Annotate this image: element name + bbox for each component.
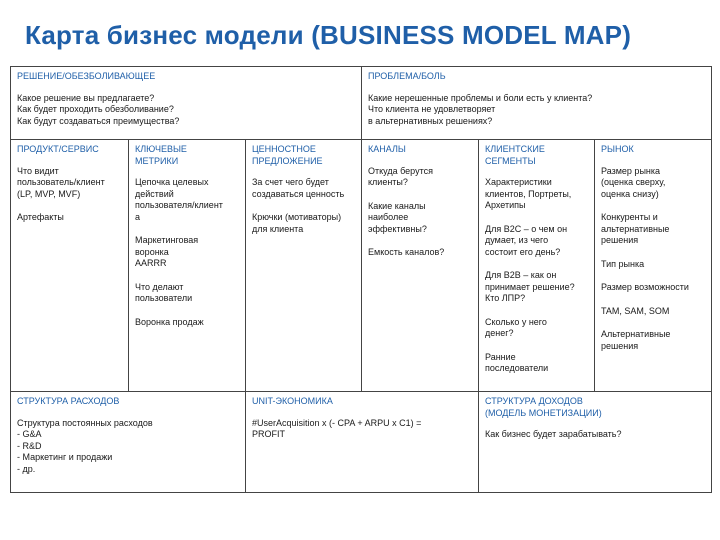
segments-cell: [478, 139, 595, 392]
metrics-what-users-do: Что делают пользователи: [135, 281, 193, 303]
segments-b2c: Для B2C – о чем он думает, из чего состоит его день?: [485, 223, 568, 257]
problem-header: ПРОБЛЕМА/БОЛЬ: [368, 71, 446, 81]
problem-cell: [361, 66, 712, 140]
unit-economics-cell: [245, 391, 479, 493]
channels-capacity: Емкость каналов?: [368, 247, 445, 257]
costs-header: СТРУКТУРА РАСХОДОВ: [17, 396, 120, 406]
value-header: ЦЕННОСТНОЕ ПРЕДЛОЖЕНИЕ: [252, 144, 323, 166]
revenue-text: Как бизнес будет зарабатывать?: [485, 429, 622, 439]
solution-text: Какое решение вы предлагаете? Как будет проходить обезболивание? Как будут создаваться преимущества?: [17, 92, 180, 126]
market-tam-sam-som: TAM, SAM, SOM: [601, 305, 670, 316]
segments-early-adopters: Ранние последователи: [485, 351, 549, 373]
metrics-sales-funnel: Воронка продаж: [135, 316, 204, 327]
market-header: РЫНОК: [601, 144, 634, 154]
value-cell: [245, 139, 362, 392]
product-artifacts: Артефакты: [17, 212, 64, 222]
market-size: Размер рынка (оценка сверху, оценка снизу): [601, 165, 666, 199]
problem-text: Какие нерешенные проблемы и боли есть у клиента? Что клиента не удовлетворяет в альтернативных решениях?: [368, 92, 593, 126]
product-what-user-sees: Что видит пользователь/клиент (LP, MVP, MVF): [17, 165, 105, 199]
costs-text: Структура постоянных расходов - G&A - R&D - Маркетинг и продажи - др.: [17, 417, 153, 474]
revenue-header: СТРУКТУРА ДОХОДОВ (МОДЕЛЬ МОНЕТИЗАЦИИ): [485, 396, 602, 418]
solution-cell: [10, 66, 362, 140]
channels-header: КАНАЛЫ: [368, 144, 406, 154]
costs-cell: [10, 391, 246, 493]
market-competitors: Конкуренты и альтернативные решения: [601, 212, 670, 245]
metrics-funnel: Маркетинговая воронка AARRR: [135, 235, 199, 268]
segments-money: Сколько у него денег?: [485, 316, 547, 338]
page-title: Карта бизнес модели (BUSINESS MODEL MAP): [25, 20, 632, 50]
channels-cell: [361, 139, 479, 392]
segments-b2b: Для B2B – как он принимает решение? Кто ЛПР?: [485, 270, 575, 303]
market-cell: [594, 139, 712, 392]
value-creation: За счет чего будет создаваться ценность: [252, 177, 345, 199]
value-hooks: Крючки (мотиваторы) для клиента: [252, 212, 342, 234]
product-header: ПРОДУКТ/СЕРВИС: [17, 144, 99, 154]
metrics-header: КЛЮЧЕВЫЕ МЕТРИКИ: [135, 144, 187, 166]
market-opportunity: Размер возможности: [601, 282, 689, 292]
market-alternatives: Альтернативные решения: [601, 329, 671, 351]
market-type: Тип рынка: [601, 258, 645, 269]
channels-effective: Какие каналы наиболее эффективны?: [368, 200, 427, 234]
metrics-action-chain: Цепочка целевых действий пользователя/клиент а: [135, 177, 223, 222]
channels-source: Откуда берутся клиенты?: [368, 165, 433, 187]
revenue-cell: [478, 391, 712, 493]
unit-economics-formula: #UserAcquisition x (- CPA + ARPU x C1) = PROFIT: [252, 417, 422, 439]
segments-header: КЛИЕНТСКИЕ СЕГМЕНТЫ: [485, 144, 545, 166]
segments-characteristics: Характеристики клиентов, Портреты, Архетипы: [485, 177, 572, 210]
product-cell: [10, 139, 129, 392]
unit-economics-header: UNIT-ЭКОНОМИКА: [252, 396, 333, 406]
solution-header: РЕШЕНИЕ/ОБЕЗБОЛИВАЮЩЕЕ: [17, 71, 156, 81]
metrics-cell: [128, 139, 246, 392]
